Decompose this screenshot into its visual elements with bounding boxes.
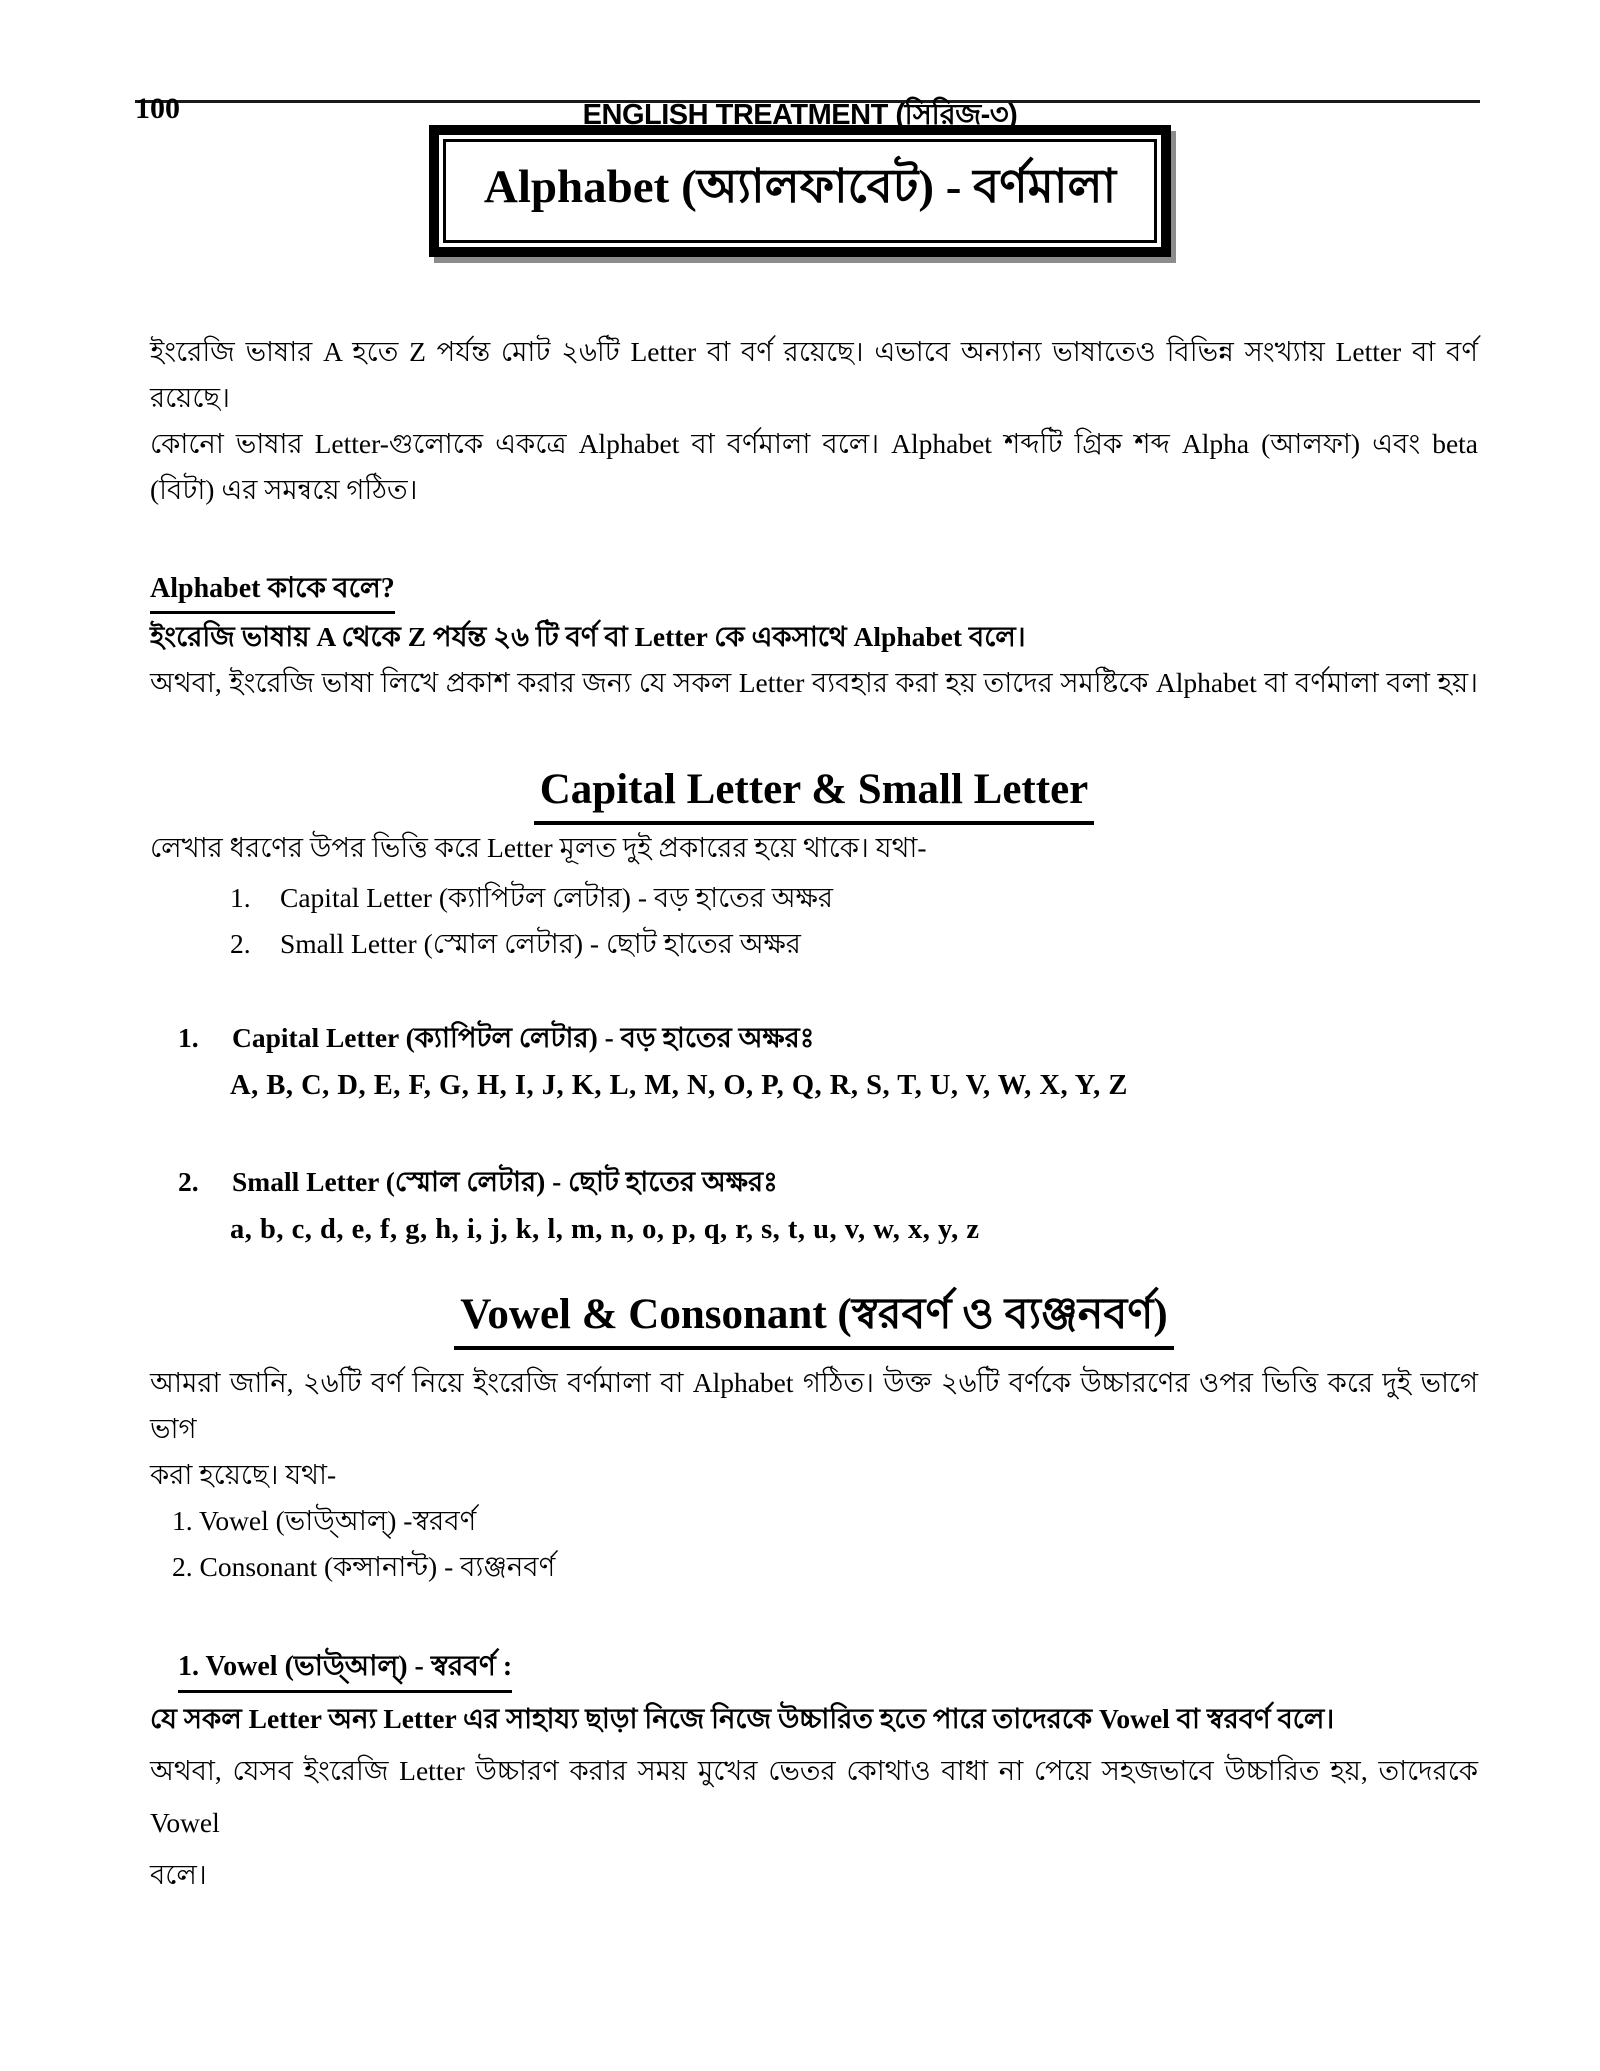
vowel-consonant-list: [150, 1498, 1478, 1590]
page-header: [135, 0, 1465, 131]
letter-types-list: [150, 875, 1478, 967]
small-letters-sequence: a, b, c, d, e, f, g, h, i, j, k, l, m, n, o, p, q, r, s, t, u, v, w, x, y, z: [230, 1214, 980, 1245]
list-item-text: Small Letter (স্মোল লেটার) - ছোট হাতের অক্ষর: [280, 928, 801, 959]
capital-letters-sequence: A, B, C, D, E, F, G, H, I, J, K, L, M, N, O, P, Q, R, S, T, U, V, W, X, Y, Z: [230, 1070, 1128, 1101]
running-head-title: ENGLISH TREATMENT (সিরিজ-৩): [582, 99, 1018, 131]
intro-line: ইংরেজি ভাষার A হতে Z পর্যন্ত মোট ২৬টি Letter বা বর্ণ রয়েছে। এভাবে অন্যান্য ভাষাতেও বিভিন্ন সংখ্যায় Letter বা বর্ণ রয়েছে।: [150, 336, 1478, 413]
page-number: 100: [135, 92, 180, 125]
vowel-definition-main: যে সকল Letter অন্য Letter এর সাহায্য ছাড়া নিজে নিজে উচ্চারিত হতে পারে তাদেরকে Vowel বা স্বরবর্ণ বলে।: [150, 1703, 1335, 1734]
section-capital-small: [150, 764, 1478, 825]
capital-letters-title-row: [178, 1015, 1478, 1061]
vowel-definition-alt-line: বলে।: [150, 1859, 207, 1890]
list-item-number: 2.: [230, 928, 251, 959]
vowel-consonant-heading: Vowel & Consonant (স্বরবর্ণ ও ব্যঞ্জনবর্ণ): [454, 1289, 1173, 1350]
list-item-text: Capital Letter (ক্যাপিটল লেটার) - বড় হাতের অক্ষর: [280, 882, 833, 913]
section-capital-letters: [150, 1015, 1478, 1111]
chapter-title-box: [429, 125, 1171, 257]
section-number: 2.: [178, 1166, 199, 1197]
chapter-title-box-inner: [443, 139, 1157, 243]
vowel-definition-heading: 1. Vowel (ভাউ্‌আল্) - স্বরবর্ণ :: [178, 1646, 512, 1693]
list-item-number: 1.: [230, 882, 251, 913]
page-body: [0, 329, 1600, 1901]
alphabet-definition-main: ইংরেজি ভাষায় A থেকে Z পর্যন্ত ২৬ টি বর্ণ বা Letter কে একসাথে Alphabet বলে।: [150, 621, 1026, 652]
vowel-definition-alt-line: অথবা, যেসব ইংরেজি Letter উচ্চারণ করার সময় মুখের ভেতর কোথাও বাধা না পেয়ে সহজভাবে উচ্চারিত হয়, তাদেরকে Vowel: [150, 1755, 1478, 1838]
list-item: [230, 875, 1478, 921]
section-vowel-consonant: [150, 1289, 1478, 1350]
capital-small-intro: লেখার ধরণের উপর ভিত্তি করে Letter মূলত দুই প্রকারের হয়ে থাকে। যথা-: [150, 832, 927, 863]
list-item: 1. Vowel (ভাউ্‌আল্) -স্বরবর্ণ: [172, 1505, 477, 1536]
chapter-title: Alphabet (অ্যালফাবেট) - বর্ণমালা: [483, 161, 1117, 213]
capital-small-heading: Capital Letter & Small Letter: [534, 764, 1095, 825]
section-title: Capital Letter (ক্যাপিটল লেটার) - বড় হাতের অক্ষরঃ: [232, 1022, 815, 1053]
list-item: [230, 921, 1478, 967]
intro-line: (বিটা) এর সমন্বয়ে গঠিত।: [150, 474, 418, 505]
small-letters-title-row: [178, 1159, 1478, 1205]
section-small-letters: [150, 1159, 1478, 1255]
intro-line: কোনো ভাষার Letter-গুলোকে একত্রে Alphabet বা বর্ণমালা বলে। Alphabet শব্দটি গ্রিক শব্দ Alpha (আলফা) এবং beta: [150, 428, 1478, 459]
section-alphabet-definition: [150, 569, 1478, 706]
vowel-consonant-intro-line: আমরা জানি, ২৬টি বর্ণ নিয়ে ইংরেজি বর্ণমালা বা Alphabet গঠিত। উক্ত ২৬টি বর্ণকে উচ্চারণের ওপর ভিত্তি করে দুই ভাগে ভাগ: [150, 1367, 1478, 1444]
section-number: 1.: [178, 1022, 199, 1053]
vowel-consonant-intro: [150, 1360, 1478, 1498]
section-vowel-definition: [150, 1646, 1478, 1901]
list-item: 2. Consonant (কন্সানান্ট) - ব্যঞ্জনবর্ণ: [172, 1551, 556, 1582]
section-title: Small Letter (স্মোল লেটার) - ছোট হাতের অক্ষরঃ: [232, 1166, 778, 1197]
alphabet-definition-alt: অথবা, ইংরেজি ভাষা লিখে প্রকাশ করার জন্য যে সকল Letter ব্যবহার করা হয় তাদের সমষ্টিকে Alphabet বা বর্ণমালা বলা হয়।: [150, 667, 1478, 698]
intro-paragraph: [150, 329, 1478, 513]
vowel-consonant-intro-line: করা হয়েছে। যথা-: [150, 1459, 337, 1490]
alphabet-definition-heading: Alphabet কাকে বলে?: [150, 569, 395, 614]
